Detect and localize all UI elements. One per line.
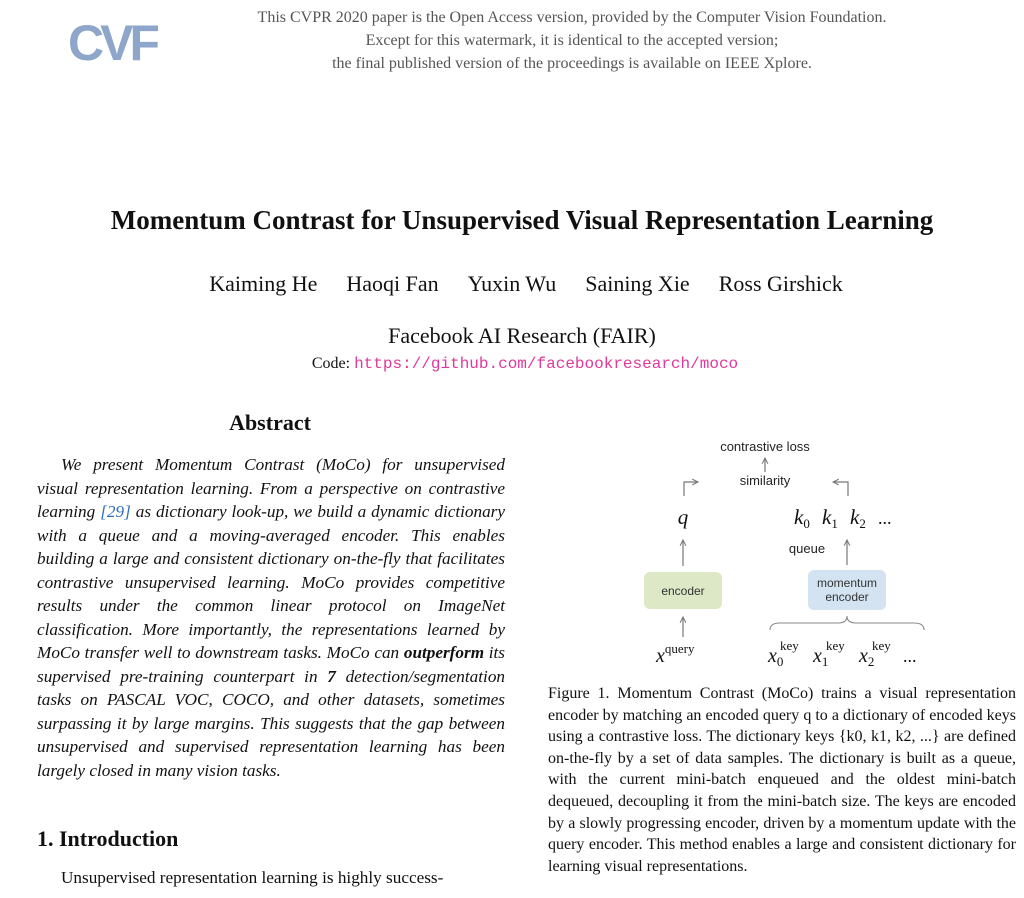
abstract-paragraph xyxy=(37,453,505,782)
section-heading: 1. Introduction xyxy=(37,826,179,851)
queue-label: queue xyxy=(788,541,826,556)
key-input-subscript: 1 xyxy=(821,654,829,669)
key-superscript: key xyxy=(780,638,799,653)
similarity-label: similarity xyxy=(739,473,791,488)
key-input-letter: x xyxy=(859,645,868,667)
momentum-encoder-label: encoder xyxy=(825,590,869,604)
affiliation: Facebook AI Research (FAIR) xyxy=(388,323,656,348)
author: Haoqi Fan xyxy=(346,271,439,296)
figure-caption: Figure 1. Momentum Contrast (MoCo) trains a visual representation encoder by matching an encoded query q to a dictionary of encoded keys using a contrastive loss. The dictionary keys {k0, k1, k2, ...} are defined on-the-fly by a set of data samples. The dictionary is built as a queue, with the current mini-batch enqueued and the oldest mini-batch dequeued, decoupling it from the mini-batch size. The keys are encoded by a slowly progressing encoder, driven by a momentum update with the query encoder. This method enables a large and consistent dictionary for learning visual representations. xyxy=(548,685,1016,875)
citation-link[interactable]: [29] xyxy=(100,502,131,521)
paper-title: Momentum Contrast for Unsupervised Visual Representation Learning xyxy=(110,205,934,235)
query-input-symbol xyxy=(655,641,695,667)
watermark-line: Except for this watermark, it is identical to the accepted version; xyxy=(365,32,779,49)
abstract-text: as dictionary look-up, we build a dynamic dictionary with a queue and a moving-averaged encoder. This enables building a large and consistent dictionary on-the-fly that facilitates contrastive unsupervised learning. MoCo provides competitive results under the common linear protocol on ImageNet classification. More importantly, the representations learned by MoCo transfer well to downstream tasks. MoCo can xyxy=(37,502,505,662)
author-list xyxy=(0,271,1024,297)
arrow xyxy=(684,482,698,496)
cvf-logo xyxy=(66,10,158,70)
key-superscript: key xyxy=(826,638,845,653)
key-superscript: key xyxy=(872,638,891,653)
author: Yuxin Wu xyxy=(467,271,557,296)
code-label: Code: xyxy=(311,355,351,372)
key-subscript: 2 xyxy=(859,516,866,531)
logo-text: CVF xyxy=(68,15,156,70)
abstract-heading: Abstract xyxy=(229,410,311,435)
arrow xyxy=(833,482,848,496)
watermark-line: This CVPR 2020 paper is the Open Access version, provided by the Computer Vision Foundation. xyxy=(257,9,887,26)
key-symbol-letter: k xyxy=(794,505,804,529)
introduction-text: Unsupervised representation learning is highly success- xyxy=(61,868,444,887)
abstract-bold: 7 xyxy=(327,666,336,686)
author: Kaiming He xyxy=(209,271,318,296)
key-ellipsis: ... xyxy=(878,508,892,528)
watermark xyxy=(200,6,944,75)
momentum-encoder-label: momentum xyxy=(816,576,878,590)
encoder-label: encoder xyxy=(661,584,705,598)
abstract-bold: outperform xyxy=(403,643,485,662)
moco-diagram xyxy=(548,430,1024,678)
key-subscript: 1 xyxy=(831,516,838,531)
key-input-subscript: 0 xyxy=(776,654,784,669)
code-line xyxy=(0,355,1024,373)
abstract-text: detection/segmentation tasks on PASCAL VOC, COCO, and other datasets, sometimes surpassing it by large margins. This suggests that the gap between unsupervised and supervised representation learning has been largely closed in many vision tasks. xyxy=(37,666,506,780)
key-symbol-letter: k xyxy=(850,505,860,529)
author: Saining Xie xyxy=(585,271,690,296)
key-subscript: 0 xyxy=(803,516,810,531)
code-link[interactable]: https://github.com/facebookresearch/moco xyxy=(354,355,739,373)
abstract-text: its supervised pre-training counterpart in xyxy=(37,643,505,686)
key-symbol-letter: k xyxy=(822,505,832,529)
watermark-line: the final published version of the proceedings is available on IEEE Xplore. xyxy=(332,55,812,72)
abstract-text: We present Momentum Contrast (MoCo) for unsupervised visual representation learning. From a perspective on contrastive learning xyxy=(37,455,505,521)
abstract-body xyxy=(37,453,505,782)
key-symbol xyxy=(850,505,866,531)
brace xyxy=(770,616,924,630)
key-input-letter: x xyxy=(813,645,822,667)
key-symbol xyxy=(822,505,838,531)
key-input-ellipsis: ... xyxy=(903,646,917,666)
query-symbol: q xyxy=(677,505,689,529)
contrastive-loss-label: contrastive loss xyxy=(720,439,810,454)
key-input-subscript: 2 xyxy=(867,654,875,669)
author: Ross Girshick xyxy=(718,271,843,296)
query-superscript: query xyxy=(664,641,695,656)
key-input-letter: x xyxy=(768,645,777,667)
query-input-letter: x xyxy=(656,645,665,667)
key-symbol xyxy=(794,505,810,531)
